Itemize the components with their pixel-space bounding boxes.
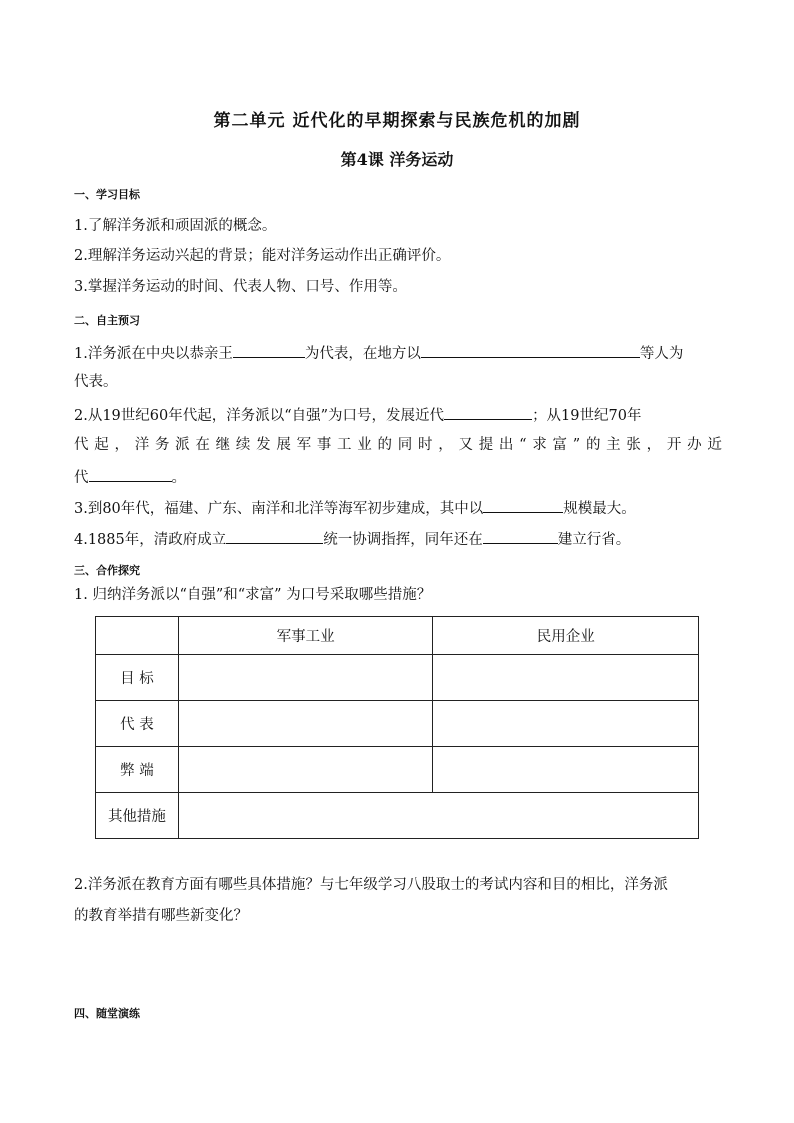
table-row — [96, 793, 699, 839]
question-char: ， — [646, 437, 662, 453]
explore-question-2-cont: 的教育举措有哪些新变化？ — [74, 908, 248, 924]
explore-question-2: 2.洋务派在教育方面有哪些具体措施？与七年级学习八股取士的考试内容和目的相比，洋务派 — [74, 877, 668, 893]
question-char: 出 — [498, 437, 514, 453]
answer-cell[interactable] — [433, 701, 699, 747]
unit-title: 第二单元 近代化的早期探索与民族危机的加剧 — [213, 111, 581, 131]
question-char: 的 — [585, 437, 601, 453]
preview-question-2-cont — [74, 435, 722, 455]
table-header-cell — [96, 617, 179, 655]
section-title-objectives: 一、学习目标 — [74, 188, 140, 201]
answer-blank[interactable] — [483, 528, 558, 544]
question-char: 继 — [215, 437, 231, 453]
question-char: 提 — [478, 437, 494, 453]
question-text: 规模最大。 — [563, 501, 636, 517]
table-row — [96, 701, 699, 747]
answer-blank[interactable] — [421, 342, 640, 358]
question-text: 统一协调指挥，同年还在 — [323, 532, 483, 548]
preview-question-3 — [74, 497, 636, 519]
explore-question-1: 1. 归纳洋务派以“自强”和“求富” 为口号采取哪些措施？ — [74, 587, 432, 603]
question-text: 为代表，在地方以 — [304, 346, 421, 362]
objective-item-2: 2.理解洋务运动兴起的背景；能对洋务运动作出正确评价。 — [74, 248, 451, 264]
question-char: 务 — [154, 437, 170, 453]
answer-cell[interactable] — [178, 655, 433, 701]
table-header-cell: 民用企业 — [433, 617, 699, 655]
row-label: 目 标 — [96, 655, 179, 701]
question-text: 等人为 — [639, 346, 684, 362]
measures-table — [95, 616, 699, 839]
question-char: ， — [114, 437, 129, 453]
row-label: 代 表 — [96, 701, 179, 747]
preview-question-2 — [74, 404, 641, 426]
answer-blank[interactable] — [226, 528, 323, 544]
question-char: 派 — [175, 437, 190, 453]
question-text: ；从19世纪70年 — [532, 408, 642, 424]
question-char: 又 — [458, 437, 473, 453]
question-text: 建立行省。 — [557, 532, 631, 548]
answer-cell[interactable] — [433, 747, 699, 793]
question-char: 富 — [552, 437, 568, 453]
answer-cell[interactable] — [178, 701, 433, 747]
question-text: 1.洋务派在中央以恭亲王 — [74, 346, 233, 362]
answer-cell[interactable] — [178, 747, 433, 793]
question-text: 代 — [74, 470, 89, 486]
question-text: 。 — [171, 470, 186, 486]
question-text: 2.从19世纪60年代起，洋务派以“自强”为口号，发展近代 — [74, 408, 445, 424]
preview-question-2-end — [74, 466, 186, 488]
answer-cell[interactable] — [178, 793, 698, 839]
section-title-explore: 三、合作探究 — [74, 564, 140, 577]
question-char: 发 — [256, 437, 271, 453]
objective-item-3: 3.掌握洋务运动的时间、代表人物、口号、作用等。 — [74, 279, 407, 295]
answer-blank[interactable] — [89, 466, 172, 482]
question-char: 时 — [417, 437, 433, 453]
table-header-cell: 军事工业 — [178, 617, 433, 655]
answer-blank[interactable] — [233, 342, 305, 358]
section-title-preview: 二、自主预习 — [74, 314, 140, 327]
question-char: 在 — [195, 437, 210, 453]
lesson-title: 第4课 洋务运动 — [340, 150, 454, 169]
question-text: 4.1885年，清政府成立 — [74, 532, 227, 548]
question-char: 代 — [74, 437, 89, 453]
question-char: 同 — [397, 437, 413, 453]
question-char: ， — [438, 437, 453, 453]
row-label: 其他措施 — [96, 793, 179, 839]
table-row — [96, 747, 699, 793]
question-char: 续 — [235, 437, 251, 453]
question-char: ” — [572, 437, 581, 453]
table-header-row — [96, 617, 699, 655]
question-char: 的 — [377, 437, 393, 453]
objective-item-1: 1.了解洋务派和顽固派的概念。 — [74, 218, 277, 234]
question-char: 开 — [666, 437, 682, 453]
question-char: 事 — [316, 437, 332, 453]
table-row — [96, 655, 699, 701]
answer-cell[interactable] — [433, 655, 699, 701]
question-char: 洋 — [134, 437, 150, 453]
question-char: 展 — [276, 437, 291, 453]
question-char: 军 — [296, 437, 312, 453]
question-char: 近 — [707, 437, 722, 453]
question-char: 起 — [94, 437, 109, 453]
answer-blank[interactable] — [444, 404, 532, 420]
question-text: 3.到80年代，福建、广东、南洋和北洋等海军初步建成，其中以 — [74, 501, 484, 517]
question-char: 业 — [357, 437, 372, 453]
preview-question-1-cont: 代表。 — [74, 374, 118, 390]
question-char: 张 — [626, 437, 641, 453]
question-char: 求 — [532, 437, 547, 453]
preview-question-1 — [74, 342, 683, 364]
row-label: 弊 端 — [96, 747, 179, 793]
question-char: “ — [519, 437, 527, 453]
answer-blank[interactable] — [483, 497, 563, 513]
question-char: 办 — [687, 437, 702, 453]
question-char: 工 — [337, 437, 352, 453]
section-title-practice: 四、随堂演练 — [74, 1007, 140, 1020]
preview-question-4 — [74, 528, 630, 550]
question-char: 主 — [606, 437, 621, 453]
